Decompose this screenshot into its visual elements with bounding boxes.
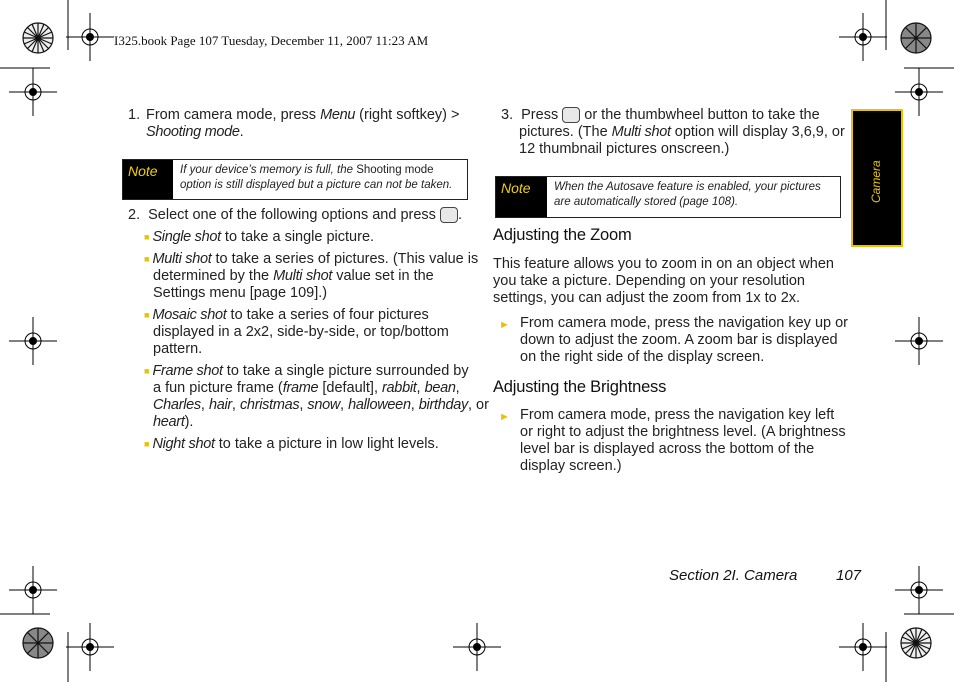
option-desc: a fun picture frame ( [153,380,283,396]
frame-name: Charles [153,397,201,413]
section-tab [851,109,903,247]
step-3-text: 12 thumbnail pictures onscreen.) [519,141,730,157]
separator: , [299,397,308,413]
separator: , [410,397,419,413]
option-desc: pattern. [153,341,203,357]
step-1-end: . [239,124,244,140]
list-item-night-shot [144,436,474,453]
option-name: Frame shot [152,363,223,379]
zoom-para-line: This feature allows you to zoom in on an object when [493,256,834,272]
option-desc: to take a series of pictures. (This value is [211,251,479,267]
zoom-para-line: settings, you can adjust the zoom from 1x to 2x. [493,290,801,306]
option-desc: Settings menu [page 109].) [153,285,328,301]
frame-name: birthday [418,397,468,413]
option-desc: to take a single picture. [220,229,375,245]
note-box-memory [122,159,468,200]
step-2-end: . [457,207,462,223]
option-ref: Multi shot [273,268,333,284]
option-name: Multi shot [152,251,212,267]
option-name: Night shot [152,436,215,452]
zoom-bullet [499,315,849,366]
step-3 [501,107,846,158]
frame-name: christmas [239,397,300,413]
step-2-text: Select one of the following options and press [148,207,436,223]
heading-brightness: Adjusting the Brightness [493,378,667,396]
note-line-1: If your device’s memory is full, the [180,164,357,176]
option-name: Mosaic shot [152,307,227,323]
note-label: Note [496,177,547,217]
step-3-text: pictures. (The [519,124,612,140]
separator: , [340,397,349,413]
bullet-icon: ■ [144,254,150,264]
note-shooting-mode: Shooting mode [356,164,434,176]
bullet-icon: ■ [144,439,150,449]
list-item-frame-shot [144,363,489,431]
step-1-mid: (right softkey) [355,107,452,123]
frame-name: halloween [348,397,411,413]
select-key-icon [440,207,458,223]
option-desc: displayed in a 2x2, side-by-side, or top/bottom [153,324,449,340]
option-desc: determined by the [153,268,274,284]
step-1 [128,107,468,140]
brightness-bullet-line: From camera mode, press the navigation key left [520,407,835,423]
step-2 [128,207,473,224]
multi-shot-label: Multi shot [611,124,671,140]
option-desc: to take a series of four pictures [226,307,429,323]
option-list [144,229,489,453]
step-3-text: option will display 3,6,9, or [670,124,845,140]
zoom-bullet-line: From camera mode, press the navigation key up or [520,315,849,331]
separator: , [200,397,209,413]
step-3-text: or the thumbwheel button to take the [580,107,820,123]
separator: , or [467,397,489,413]
zoom-para-line: you take a picture. Depending on your resolution [493,273,805,289]
note-text-autosave [554,180,821,210]
footer-section: Section 2I. Camera [669,567,798,584]
bullet-icon: ■ [144,366,150,376]
step-3-text: Press [521,107,559,123]
separator: , [416,380,425,396]
note-text-memory [180,163,452,193]
arrow-bullet-icon: ► [499,319,510,331]
note-line-2: option is still displayed but a picture can not be taken. [180,179,453,191]
step-2-number: 2. [128,207,141,223]
note-label: Note [123,160,173,199]
brightness-bullet-line: display screen.) [520,458,622,474]
camera-key-icon [562,107,580,123]
step-1-number: 1. [128,107,141,123]
frame-name: heart [153,414,185,430]
note-box-autosave [495,176,841,218]
frame-name: frame [282,380,319,396]
bullet-icon: ■ [144,232,150,242]
zoom-bullet-line: down to adjust the zoom. A zoom bar is displayed [520,332,838,348]
frame-name: hair [208,397,232,413]
list-item-mosaic-shot [144,307,474,358]
step-1-arrow: > [451,107,460,123]
shooting-mode-label: Shooting mode [146,124,240,140]
frame-name: bean [424,380,456,396]
frame-name: rabbit [382,380,417,396]
brightness-bullet-line: level bar is displayed across the bottom of the [520,441,815,457]
separator: , [231,397,240,413]
bullet-icon: ■ [144,310,150,320]
brightness-bullet [499,407,844,475]
option-desc: to take a picture in low light levels. [214,436,439,452]
step-3-number: 3. [501,107,514,123]
section-tab-label: Camera [869,160,883,203]
separator: , [455,380,460,396]
list-item-multi-shot [144,251,479,302]
zoom-bullet-line: on the right side of the display screen. [520,349,765,365]
option-desc: value set in the [332,268,434,284]
step-1-text: From camera mode, press [146,107,321,123]
separator: ). [184,414,194,430]
note-line-2: are automatically stored (page 108). [554,196,739,208]
brightness-bullet-line: or right to adjust the brightness level. (A brightness [520,424,846,440]
menu-key-label: Menu [320,107,356,123]
zoom-paragraph [493,256,834,307]
list-item-single-shot [144,229,474,246]
option-desc: [default], [318,380,383,396]
option-name: Single shot [152,229,221,245]
heading-zoom: Adjusting the Zoom [493,226,632,244]
note-line-1: When the Autosave feature is enabled, your pictures [554,181,821,193]
option-desc: to take a single picture surrounded by [222,363,469,379]
arrow-bullet-icon: ► [499,411,510,423]
frame-name: snow [307,397,341,413]
page-header: I325.book Page 107 Tuesday, December 11, 2007 11:23 AM [114,33,429,48]
page-number: 107 [836,567,862,584]
